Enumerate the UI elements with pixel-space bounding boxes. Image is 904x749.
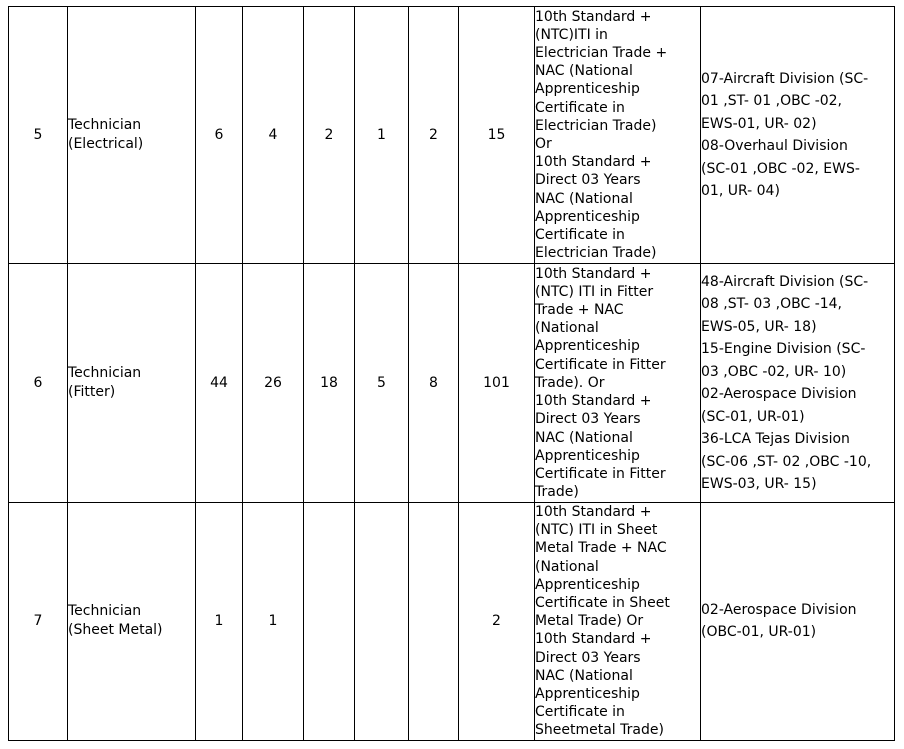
- sc-count-cell: 1: [196, 503, 243, 741]
- qualification-line: Electrician Trade): [535, 245, 657, 262]
- qualification-line: NAC (National: [535, 429, 633, 446]
- qualification-line: (NTC) ITI in Sheet: [535, 522, 658, 539]
- distribution-line: (SC-01 ,OBC -02, EWS-: [701, 160, 860, 177]
- distribution-line: 08 ,ST- 03 ,OBC -14,: [701, 296, 843, 312]
- qualification-line: 10th Standard +: [535, 154, 652, 171]
- obc-count-cell: [304, 503, 355, 741]
- post-name-cell: [68, 503, 196, 741]
- distribution-line: EWS-01, UR- 02): [701, 115, 817, 132]
- distribution-line: 36-LCA Tejas Division: [701, 431, 850, 447]
- qualification-line: Certificate in Fitter: [535, 356, 666, 373]
- distribution-line: (SC-01, UR-01): [701, 408, 805, 425]
- post-name-line: Technician: [68, 603, 142, 620]
- qualification-line: (NTC)ITI in: [535, 26, 608, 43]
- sc-count-cell: 44: [196, 264, 243, 503]
- distribution-line: 01 ,ST- 01 ,OBC -02,: [701, 93, 843, 109]
- serial-number-cell: 7: [9, 503, 68, 741]
- qualification-line: Direct 03 Years: [535, 411, 641, 428]
- qualification-line: (National: [535, 558, 599, 575]
- qualification-line: Apprenticeship: [535, 208, 640, 225]
- qualification-line: Metal Trade + NAC: [535, 540, 667, 557]
- distribution-line: 15-Engine Division (SC-: [701, 341, 866, 357]
- post-name-line: Technician: [68, 365, 142, 381]
- distribution-line: (SC-06 ,ST- 02 ,OBC -10,: [701, 453, 872, 470]
- qualification-line: Trade): [535, 484, 579, 501]
- qualification-line: Apprenticeship: [535, 447, 640, 464]
- serial-number-cell: 5: [9, 7, 68, 264]
- qualification-line: Apprenticeship: [535, 81, 640, 98]
- distribution-line: 07-Aircraft Division (SC-: [701, 70, 869, 87]
- qualification-line: NAC (National: [535, 190, 633, 207]
- post-name-cell: [68, 7, 196, 264]
- ews-count-cell: [355, 503, 409, 741]
- qualification-line: (NTC) ITI in Fitter: [535, 283, 654, 300]
- obc-count-cell: 18: [304, 264, 355, 503]
- qualification-cell: [535, 264, 701, 503]
- qualification-line: 10th Standard +: [535, 265, 652, 282]
- qualification-cell: [535, 503, 701, 741]
- distribution-line: EWS-05, UR- 18): [701, 318, 817, 335]
- distribution-line: 48-Aircraft Division (SC-: [701, 273, 869, 290]
- qualification-line: Certificate in Fitter: [535, 465, 666, 482]
- qualification-line: Sheetmetal Trade): [535, 722, 664, 739]
- qualification-line: Certificate in: [535, 704, 625, 721]
- qualification-line: Trade + NAC: [535, 302, 624, 319]
- distribution-line: EWS-03, UR- 15): [701, 476, 817, 492]
- qualification-line: (National: [535, 320, 599, 337]
- ur-count-cell: 2: [409, 7, 459, 264]
- qualification-line: 10th Standard +: [535, 393, 652, 410]
- total-count-cell: 15: [459, 7, 535, 264]
- distribution-line: 01, UR- 04): [701, 183, 780, 199]
- distribution-line: 02-Aerospace Division: [701, 386, 857, 402]
- qualification-line: Certificate in: [535, 227, 625, 244]
- total-count-cell: 2: [459, 503, 535, 741]
- ews-count-cell: 5: [355, 264, 409, 503]
- qualification-line: Direct 03 Years: [535, 172, 641, 189]
- qualification-line: Metal Trade) Or: [535, 613, 644, 630]
- qualification-line: Apprenticeship: [535, 576, 640, 593]
- distribution-line: 03 ,OBC -02, UR- 10): [701, 363, 847, 380]
- post-name-line: (Sheet Metal): [68, 622, 163, 639]
- division-distribution-cell: [701, 7, 895, 264]
- st-count-cell: 4: [243, 7, 304, 264]
- ur-count-cell: 8: [409, 264, 459, 503]
- total-count-cell: 101: [459, 264, 535, 503]
- obc-count-cell: 2: [304, 7, 355, 264]
- qualification-line: NAC (National: [535, 667, 633, 684]
- qualification-cell: [535, 7, 701, 264]
- qualification-line: 10th Standard +: [535, 631, 652, 648]
- post-name-line: (Fitter): [68, 384, 116, 400]
- table-body: [9, 7, 895, 741]
- sc-count-cell: 6: [196, 7, 243, 264]
- distribution-line: 08-Overhaul Division: [701, 138, 848, 154]
- qualification-line: Certificate in: [535, 99, 625, 116]
- vacancy-table: [8, 6, 895, 741]
- qualification-line: 10th Standard +: [535, 504, 652, 520]
- distribution-line: (OBC-01, UR-01): [701, 624, 817, 641]
- table-row: [9, 264, 895, 503]
- qualification-line: Apprenticeship: [535, 686, 640, 703]
- qualification-line: NAC (National: [535, 63, 633, 80]
- post-name-line: (Electrical): [68, 136, 144, 152]
- qualification-line: Certificate in Sheet: [535, 595, 670, 612]
- ur-count-cell: [409, 503, 459, 741]
- qualification-line: Electrician Trade): [535, 117, 657, 134]
- table-row: [9, 503, 895, 741]
- st-count-cell: 1: [243, 503, 304, 741]
- qualification-line: Or: [535, 136, 552, 152]
- division-distribution-cell: [701, 264, 895, 503]
- serial-number-cell: 6: [9, 264, 68, 503]
- ews-count-cell: 1: [355, 7, 409, 264]
- qualification-line: Trade). Or: [535, 374, 605, 391]
- qualification-line: Electrician Trade +: [535, 44, 668, 61]
- post-name-cell: [68, 264, 196, 503]
- qualification-line: Direct 03 Years: [535, 649, 641, 666]
- division-distribution-cell: [701, 503, 895, 741]
- distribution-line: 02-Aerospace Division: [701, 601, 857, 618]
- post-name-line: Technician: [68, 117, 142, 133]
- qualification-line: 10th Standard +: [535, 8, 652, 25]
- table-row: [9, 7, 895, 264]
- st-count-cell: 26: [243, 264, 304, 503]
- qualification-line: Apprenticeship: [535, 338, 640, 355]
